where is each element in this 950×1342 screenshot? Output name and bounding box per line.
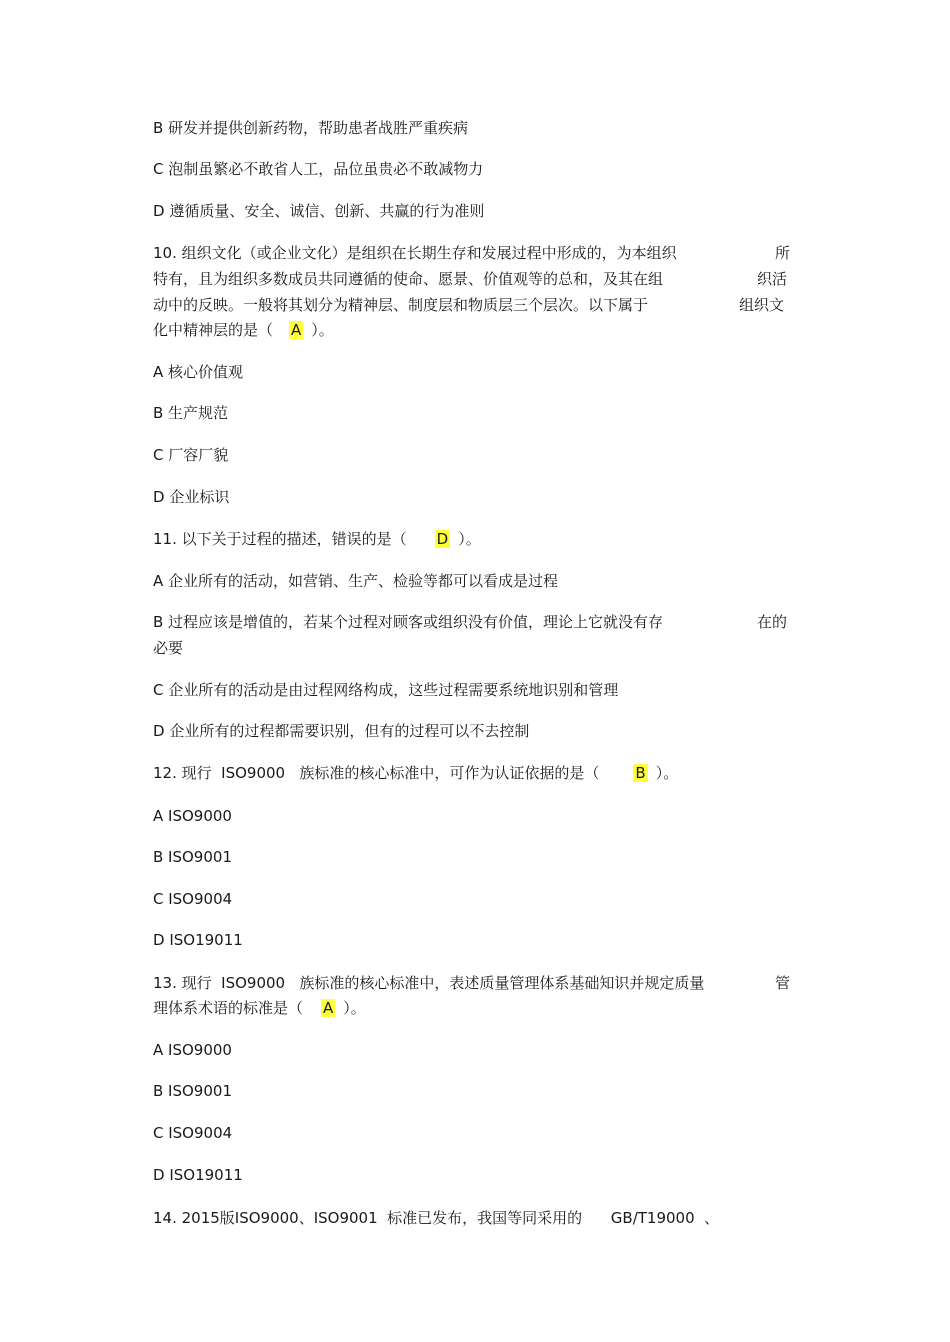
- q12-stem: [153, 763, 678, 783]
- q9-option-b: B 研发并提供创新药物，帮助患者战胜严重疾病: [153, 119, 469, 137]
- q11-stem-prefix: 11. 以下关于过程的描述，错误的是（: [153, 530, 407, 548]
- q12-stem-prefix: 12. 现行 ISO9000 族标准的核心标准中，可作为认证依据的是（: [153, 764, 600, 782]
- q10-option-a: A 核心价值观: [153, 363, 244, 381]
- q10-stem-line-2-end: 织活: [757, 270, 788, 288]
- q11-option-b-line-2: 必要: [153, 639, 184, 657]
- q11-option-c: C 企业所有的活动是由过程网络构成，这些过程需要系统地识别和管理: [153, 681, 619, 699]
- q12-answer-highlight: B: [635, 764, 646, 782]
- q11-option-a: A 企业所有的活动，如营销、生产、检验等都可以看成是过程: [153, 572, 559, 590]
- q12-option-d: D ISO19011: [153, 931, 243, 949]
- q11-option-b-line-1: B 过程应该是增值的，若某个过程对顾客或组织没有价值，理论上它就没有存: [153, 613, 664, 631]
- q11-stem-suffix: ）。: [458, 530, 481, 548]
- q10-stem-suffix: ）。: [311, 321, 334, 339]
- q13-option-d: D ISO19011: [153, 1166, 243, 1184]
- q10-stem-line-3: 动中的反映。一般将其划分为精神层、制度层和物质层三个层次。以下属于: [153, 296, 649, 314]
- q10-answer-highlight: A: [291, 321, 302, 339]
- q9-option-c: C 泡制虽繁必不敢省人工，品位虽贵必不敢减物力: [153, 160, 484, 178]
- q11-option-b-line-1-end: 在的: [757, 613, 788, 631]
- q10-stem-line-4: [153, 320, 334, 340]
- q13-option-b: B ISO9001: [153, 1082, 232, 1100]
- q10-option-c: C 厂容厂貌: [153, 446, 229, 464]
- q11-stem: [153, 529, 481, 549]
- q12-stem-suffix: ）。: [655, 764, 679, 782]
- q13-stem-suffix: ）。: [343, 999, 366, 1017]
- q10-stem-line-1: 10. 组织文化（或企业文化）是组织在长期生存和发展过程中形成的，为本组织: [153, 244, 677, 262]
- q13-stem-prefix: 理体系术语的标准是（: [153, 999, 304, 1017]
- q12-option-b: B ISO9001: [153, 848, 232, 866]
- q13-option-a: A ISO9000: [153, 1041, 232, 1059]
- q13-option-c: C ISO9004: [153, 1124, 233, 1142]
- q10-stem-line-3-end: 组织文: [739, 296, 785, 314]
- q10-stem-line-2: 特有，且为组织多数成员共同遵循的使命、愿景、价值观等的总和，及其在组: [153, 270, 664, 288]
- q11-option-d: D 企业所有的过程都需要识别，但有的过程可以不去控制: [153, 722, 530, 740]
- q13-stem-line-2: [153, 998, 366, 1018]
- q13-stem-line-1-end: 管: [775, 974, 791, 992]
- q11-answer-highlight: D: [436, 530, 449, 548]
- q10-stem-line-1-end: 所: [775, 244, 791, 262]
- q13-stem-line-1: 13. 现行 ISO9000 族标准的核心标准中，表述质量管理体系基础知识并规定质量: [153, 974, 705, 992]
- q10-option-b: B 生产规范: [153, 404, 229, 422]
- q14-stem-line-1: 14. 2015版ISO9000、ISO9001 标准已发布，我国等同采用的 GB/T19000 、: [153, 1209, 720, 1227]
- q12-option-c: C ISO9004: [153, 890, 233, 908]
- q10-option-d: D 企业标识: [153, 488, 230, 506]
- q9-option-d: D 遵循质量、安全、诚信、创新、共赢的行为准则: [153, 202, 485, 220]
- q12-option-a: A ISO9000: [153, 807, 232, 825]
- q13-answer-highlight: A: [323, 999, 334, 1017]
- q10-stem-prefix: 化中精神层的是（: [153, 321, 274, 339]
